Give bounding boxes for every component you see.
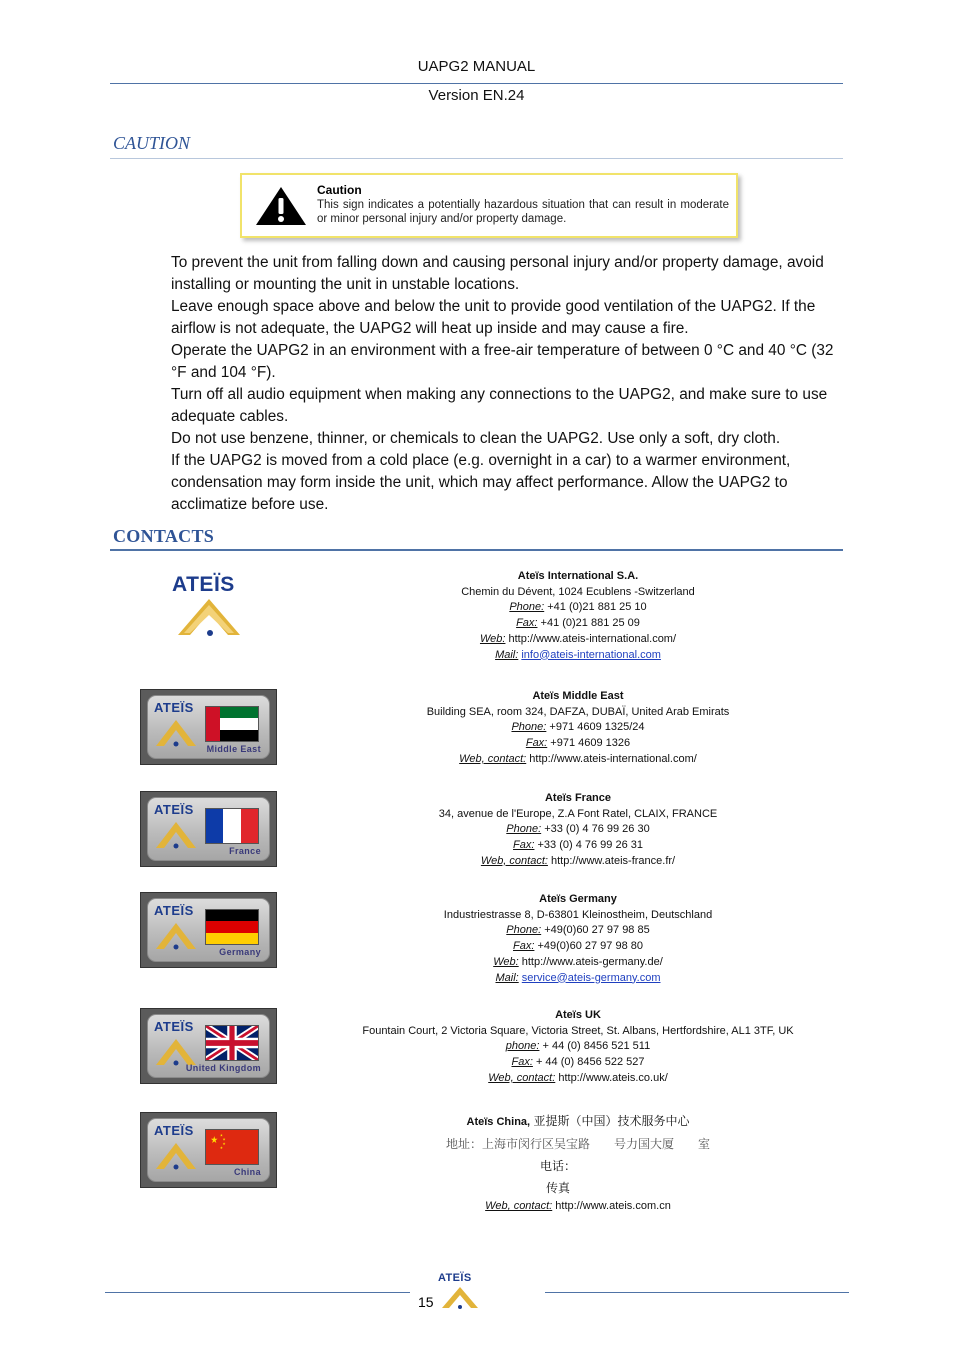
- ateis-chevron-icon: [154, 1141, 198, 1171]
- contact-phone: Phone: +33 (0) 4 76 99 26 30: [506, 823, 650, 836]
- paragraph: Operate the UAPG2 in an environment with a free-air temperature of between 0 °C and 40 °C (32 °F and 104 °F).: [171, 342, 834, 381]
- ateis-chevron-icon: [440, 1286, 480, 1310]
- badge-brand: ATEÏS: [154, 700, 194, 715]
- caution-rule: [110, 158, 843, 159]
- china-flag-icon: [205, 1129, 259, 1165]
- badge-france: [140, 791, 277, 867]
- contact-phone: Phone: +41 (0)21 881 25 10: [509, 601, 647, 614]
- badge-brand: ATEÏS: [154, 903, 194, 918]
- contact-phone: Phone: +971 4609 1325/24: [511, 721, 645, 734]
- contact-web: Web: http://www.ateis-germany.de/: [493, 955, 663, 968]
- contact-name: Ateïs France: [544, 792, 612, 804]
- contact-phone: 电话：: [539, 1159, 576, 1173]
- manual-title: UAPG2 MANUAL: [417, 58, 536, 75]
- contact-fax: Fax: + 44 (0) 8456 522 527: [511, 1056, 645, 1069]
- contact-web: Web, contact: http://www.ateis.com.cn: [485, 1200, 671, 1212]
- caution-box-text: This sign indicates a potentially hazardous situation that can result in moderate or minor personal injury and/or property damage.: [317, 199, 729, 225]
- paragraph: Leave enough space above and below the unit to provide good ventilation of the UAPG2. If the airflow is not adequate, the UAPG2 will heat up inside and may cause a fire.: [171, 298, 816, 337]
- contact-name: Ateïs China, 亚提斯（中国）技术服务中心: [466, 1114, 690, 1128]
- badge-country: France: [229, 846, 261, 856]
- badge-brand: ATEÏS: [154, 1123, 194, 1138]
- contact-address: Industriestrasse 8, D-63801 Kleinostheim, Deutschland: [443, 908, 713, 921]
- ateis-chevron-icon: [176, 597, 242, 639]
- contact-name: Ateïs Middle East: [532, 690, 624, 702]
- contact-fax: Fax: +41 (0)21 881 25 09: [516, 617, 640, 630]
- contact-name: Ateïs International S.A.: [517, 570, 639, 582]
- caution-box-heading: Caution: [317, 183, 362, 197]
- badge-middle-east: [140, 689, 277, 765]
- contact-international: [300, 569, 856, 663]
- badge-country: Middle East: [206, 744, 261, 754]
- contact-mail: Mail: service@ateis-germany.com: [495, 971, 661, 984]
- mail-link[interactable]: service@ateis-germany.com: [521, 971, 661, 984]
- warning-triangle-icon: [254, 185, 308, 227]
- caution-heading: CAUTION: [113, 133, 191, 153]
- contact-germany: [300, 892, 856, 986]
- svg-text:★: ★: [219, 1133, 223, 1138]
- caution-sign-box: [240, 173, 738, 238]
- contact-web: Web, contact: http://www.ateis.co.uk/: [488, 1071, 668, 1084]
- contact-web: Web: http://www.ateis-international.com/: [479, 632, 677, 645]
- ateis-chevron-icon: [154, 820, 198, 850]
- badge-brand: ATEÏS: [154, 802, 194, 817]
- badge-uk: [140, 1008, 277, 1084]
- contacts-heading: CONTACTS: [113, 526, 215, 546]
- contact-fax: Fax: +49(0)60 27 97 98 80: [513, 940, 643, 953]
- contact-address: Building SEA, room 324, DAFZA, DUBAÏ, United Arab Emirats: [426, 705, 730, 718]
- badge-country: China: [233, 1167, 261, 1177]
- germany-flag-icon: [205, 909, 259, 945]
- paragraph: Turn off all audio equipment when making any connections to the UAPG2, and make sure to use adequate cables.: [171, 386, 828, 425]
- contact-address: 34, avenue de l'Europe, Z.A Font Ratel, CLAIX, FRANCE: [438, 807, 718, 820]
- ateis-chevron-icon: [154, 921, 198, 951]
- uae-flag-icon: [205, 706, 259, 742]
- france-flag-icon: [205, 808, 259, 844]
- contact-mail: Mail: info@ateis-international.com: [495, 648, 661, 661]
- contact-phone: phone: + 44 (0) 8456 521 511: [505, 1040, 651, 1053]
- contact-name: Ateïs Germany: [539, 893, 617, 905]
- footer-logo-wordmark: ATEÏS: [438, 1272, 472, 1284]
- ateis-chevron-icon: [154, 718, 198, 748]
- paragraph: To prevent the unit from falling down and causing personal injury and/or property damage, avoid installing or mounting the unit in unstable locations.: [171, 254, 824, 293]
- page-number: 15: [418, 1294, 434, 1310]
- header-rule: [110, 83, 843, 84]
- contact-fax: 传真: [545, 1181, 570, 1195]
- footer-logo: [438, 1272, 472, 1284]
- contact-china: [300, 1112, 856, 1215]
- contact-address: Fountain Court, 2 Victoria Square, Victoria Street, St. Albans, Hertfordshire, AL1 3TF, UK: [362, 1024, 794, 1037]
- badge-germany: [140, 892, 277, 968]
- svg-text:★: ★: [219, 1145, 223, 1150]
- contact-web: Web, contact: http://www.ateis-france.fr/: [480, 854, 676, 867]
- footer-rule-right: [545, 1292, 849, 1293]
- ateis-logo: [172, 573, 235, 597]
- badge-country: Germany: [219, 947, 261, 957]
- contact-fax: Fax: +971 4609 1326: [525, 737, 631, 750]
- contact-france: [300, 791, 856, 870]
- contact-web: Web, contact: http://www.ateis-international.com/: [459, 752, 697, 765]
- contact-uk: [300, 1008, 856, 1087]
- svg-text:★: ★: [222, 1141, 226, 1147]
- svg-text:★: ★: [222, 1137, 226, 1142]
- badge-country: United Kingdom: [185, 1063, 261, 1073]
- contact-fax: Fax: +33 (0) 4 76 99 26 31: [513, 839, 643, 852]
- caution-instructions: [171, 252, 851, 516]
- mail-link[interactable]: info@ateis-international.com: [521, 648, 661, 661]
- contacts-rule: [110, 549, 843, 551]
- footer-rule-left: [105, 1292, 410, 1293]
- paragraph: Do not use benzene, thinner, or chemicals to clean the UAPG2. Use only a soft, dry cloth.: [171, 430, 781, 447]
- contact-name: Ateïs UK: [555, 1009, 601, 1021]
- badge-china: [140, 1112, 277, 1188]
- paragraph: If the UAPG2 is moved from a cold place (e.g. overnight in a car) to a warmer environment, condensation may form inside the unit, which may affect performance. Allow the UAPG2 to acclimatize before use.: [171, 452, 791, 513]
- logo-wordmark: ATEÏS: [172, 573, 235, 596]
- contact-middle-east: [300, 689, 856, 768]
- uk-flag-icon: [205, 1025, 259, 1061]
- badge-brand: ATEÏS: [154, 1019, 194, 1034]
- contact-address: 地址：上海市闵行区吴宝路 号力国大厦 室: [445, 1137, 710, 1151]
- svg-text:★: ★: [210, 1135, 219, 1147]
- version-label: Version EN.24: [428, 87, 525, 104]
- contact-address: Chemin du Dévent, 1024 Ecublens -Switzerland: [461, 585, 695, 598]
- contact-phone: Phone: +49(0)60 27 97 98 85: [506, 924, 650, 937]
